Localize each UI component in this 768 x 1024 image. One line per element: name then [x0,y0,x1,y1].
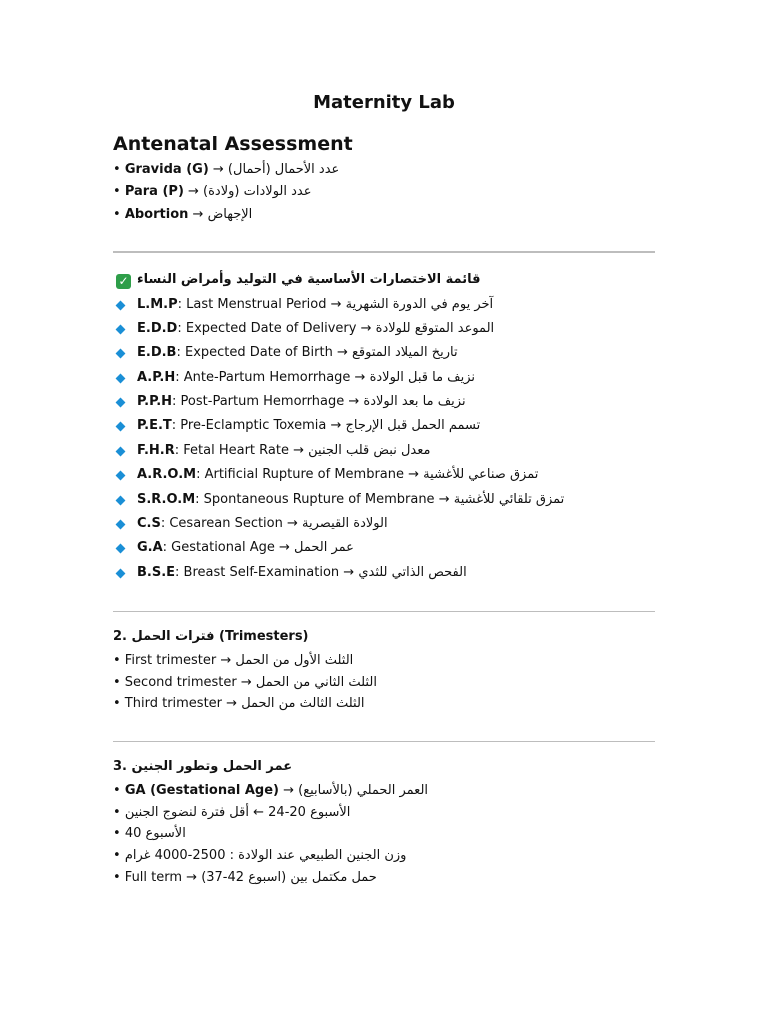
abbrev-code: P.E.T [137,418,172,433]
trimester-item: • First trimester → الثلث الأول من الحمل [113,653,354,668]
abbrev-item [137,491,564,509]
diamond-bullet-icon [116,471,126,481]
abbrev-item [137,344,458,362]
section-divider [113,741,655,742]
abbrev-item [137,417,480,435]
diamond-bullet-icon [116,349,126,359]
gestation-item: • وزن الجنين الطبيعي عند الولادة : 2500-4000 غرام [113,848,407,863]
gestation-item: • الأسبوع 40 [113,826,186,841]
abbrev-item [137,564,467,582]
diamond-bullet-icon [116,447,126,457]
antenatal-item-gravida: • Gravida (G) → (أحمال) عدد الأحمال [113,162,340,177]
page-title: Maternity Lab [313,92,455,113]
abbrev-code: S.R.O.M [137,492,196,507]
gestation-ga-item: • GA (Gestational Age) → (بالأسابيع) العمر الحملي [113,783,429,798]
diamond-bullet-icon [116,544,126,554]
abbrev-item [137,393,466,411]
trimester-item: • Second trimester → الثلث الثاني من الحمل [113,675,377,690]
gestation-item: • Full term → (37-42 اسبوع) حمل مكتمل بين [113,870,377,885]
abbrev-desc: : Cesarean Section → الولادة القيصرية [160,516,388,531]
diamond-bullet-icon [116,301,126,311]
diamond-bullet-icon [116,520,126,530]
abbrev-code: E.D.D [137,321,178,336]
trimesters-heading: 2. فترات الحمل (Trimesters) [113,629,309,644]
antenatal-heading: Antenatal Assessment [113,133,353,155]
antenatal-desc: → (ولادة) عدد الولادات [183,184,312,199]
antenatal-item-abortion: • Abortion → الإجهاض [113,207,253,222]
abbrev-code: C.S [137,516,161,531]
abbrev-desc: : Expected Date of Delivery → الموعد المتوقع للولادة [177,321,495,336]
abbrev-desc: : Expected Date of Birth → تاريخ الميلاد المتوقع [176,345,458,360]
abbrev-code: P.P.H [137,394,173,409]
abbrev-desc: : Breast Self-Examination → الفحص الذاتي للثدي [175,565,467,580]
abbrev-item [137,320,494,338]
diamond-bullet-icon [116,422,126,432]
section-divider [113,251,655,253]
abbrev-desc: : Ante-Partum Hemorrhage → نزيف ما قبل الولادة [175,370,476,385]
gestation-item: • الأسبوع 20-24 ← أقل فترة لنضوج الجنين [113,805,351,820]
abbrev-item [137,296,493,314]
abbrev-item [137,539,354,557]
section-divider [113,611,655,612]
abbrev-code: G.A [137,540,163,555]
antenatal-term: Abortion [124,207,189,222]
gestation-heading: 3. عمر الحمل وتطور الجنين [113,759,293,774]
abbrev-desc: : Spontaneous Rupture of Membrane → تمزق تلقائي للأغشية [195,492,565,507]
abbrev-code: A.R.O.M [137,467,197,482]
abbrev-desc: : Artificial Rupture of Membrane → تمزق صناعي للأغشية [196,467,539,482]
antenatal-term: Para (P) [124,184,184,199]
antenatal-term: Gravida (G) [124,162,209,177]
checkmark-icon: ✓ [116,274,131,289]
abbrev-code: A.P.H [137,370,176,385]
abbrev-item [137,369,475,387]
diamond-bullet-icon [116,569,126,579]
abbrev-item [137,515,388,533]
abbrev-desc: : Fetal Heart Rate → معدل نبض قلب الجنين [174,443,431,458]
gestation-term: GA (Gestational Age) [124,783,279,798]
abbrev-item [137,442,430,460]
abbrev-code: B.S.E [137,565,176,580]
abbrev-desc: : Last Menstrual Period → آخر يوم في الدورة الشهرية [177,297,494,312]
abbrev-item [137,466,538,484]
abbreviations-title: قائمة الاختصارات الأساسية في التوليد وأمراض النساء [137,272,481,287]
diamond-bullet-icon [116,374,126,384]
gestation-desc: → (بالأسابيع) العمر الحملي [278,783,429,798]
antenatal-desc: → (أحمال) عدد الأحمال [208,162,340,177]
diamond-bullet-icon [116,496,126,506]
abbrev-desc: : Post-Partum Hemorrhage → نزيف ما بعد الولادة [172,394,466,409]
abbrev-desc: : Pre-Eclamptic Toxemia → تسمم الحمل قبل الإرجاج [171,418,481,433]
antenatal-desc: → الإجهاض [188,207,253,222]
abbrev-code: E.D.B [137,345,177,360]
abbrev-desc: : Gestational Age → عمر الحمل [162,540,354,555]
diamond-bullet-icon [116,398,126,408]
trimester-item: • Third trimester → الثلث الثالث من الحمل [113,696,365,711]
diamond-bullet-icon [116,325,126,335]
abbrev-code: F.H.R [137,443,175,458]
abbrev-code: L.M.P [137,297,178,312]
antenatal-item-para: • Para (P) → (ولادة) عدد الولادات [113,184,312,199]
